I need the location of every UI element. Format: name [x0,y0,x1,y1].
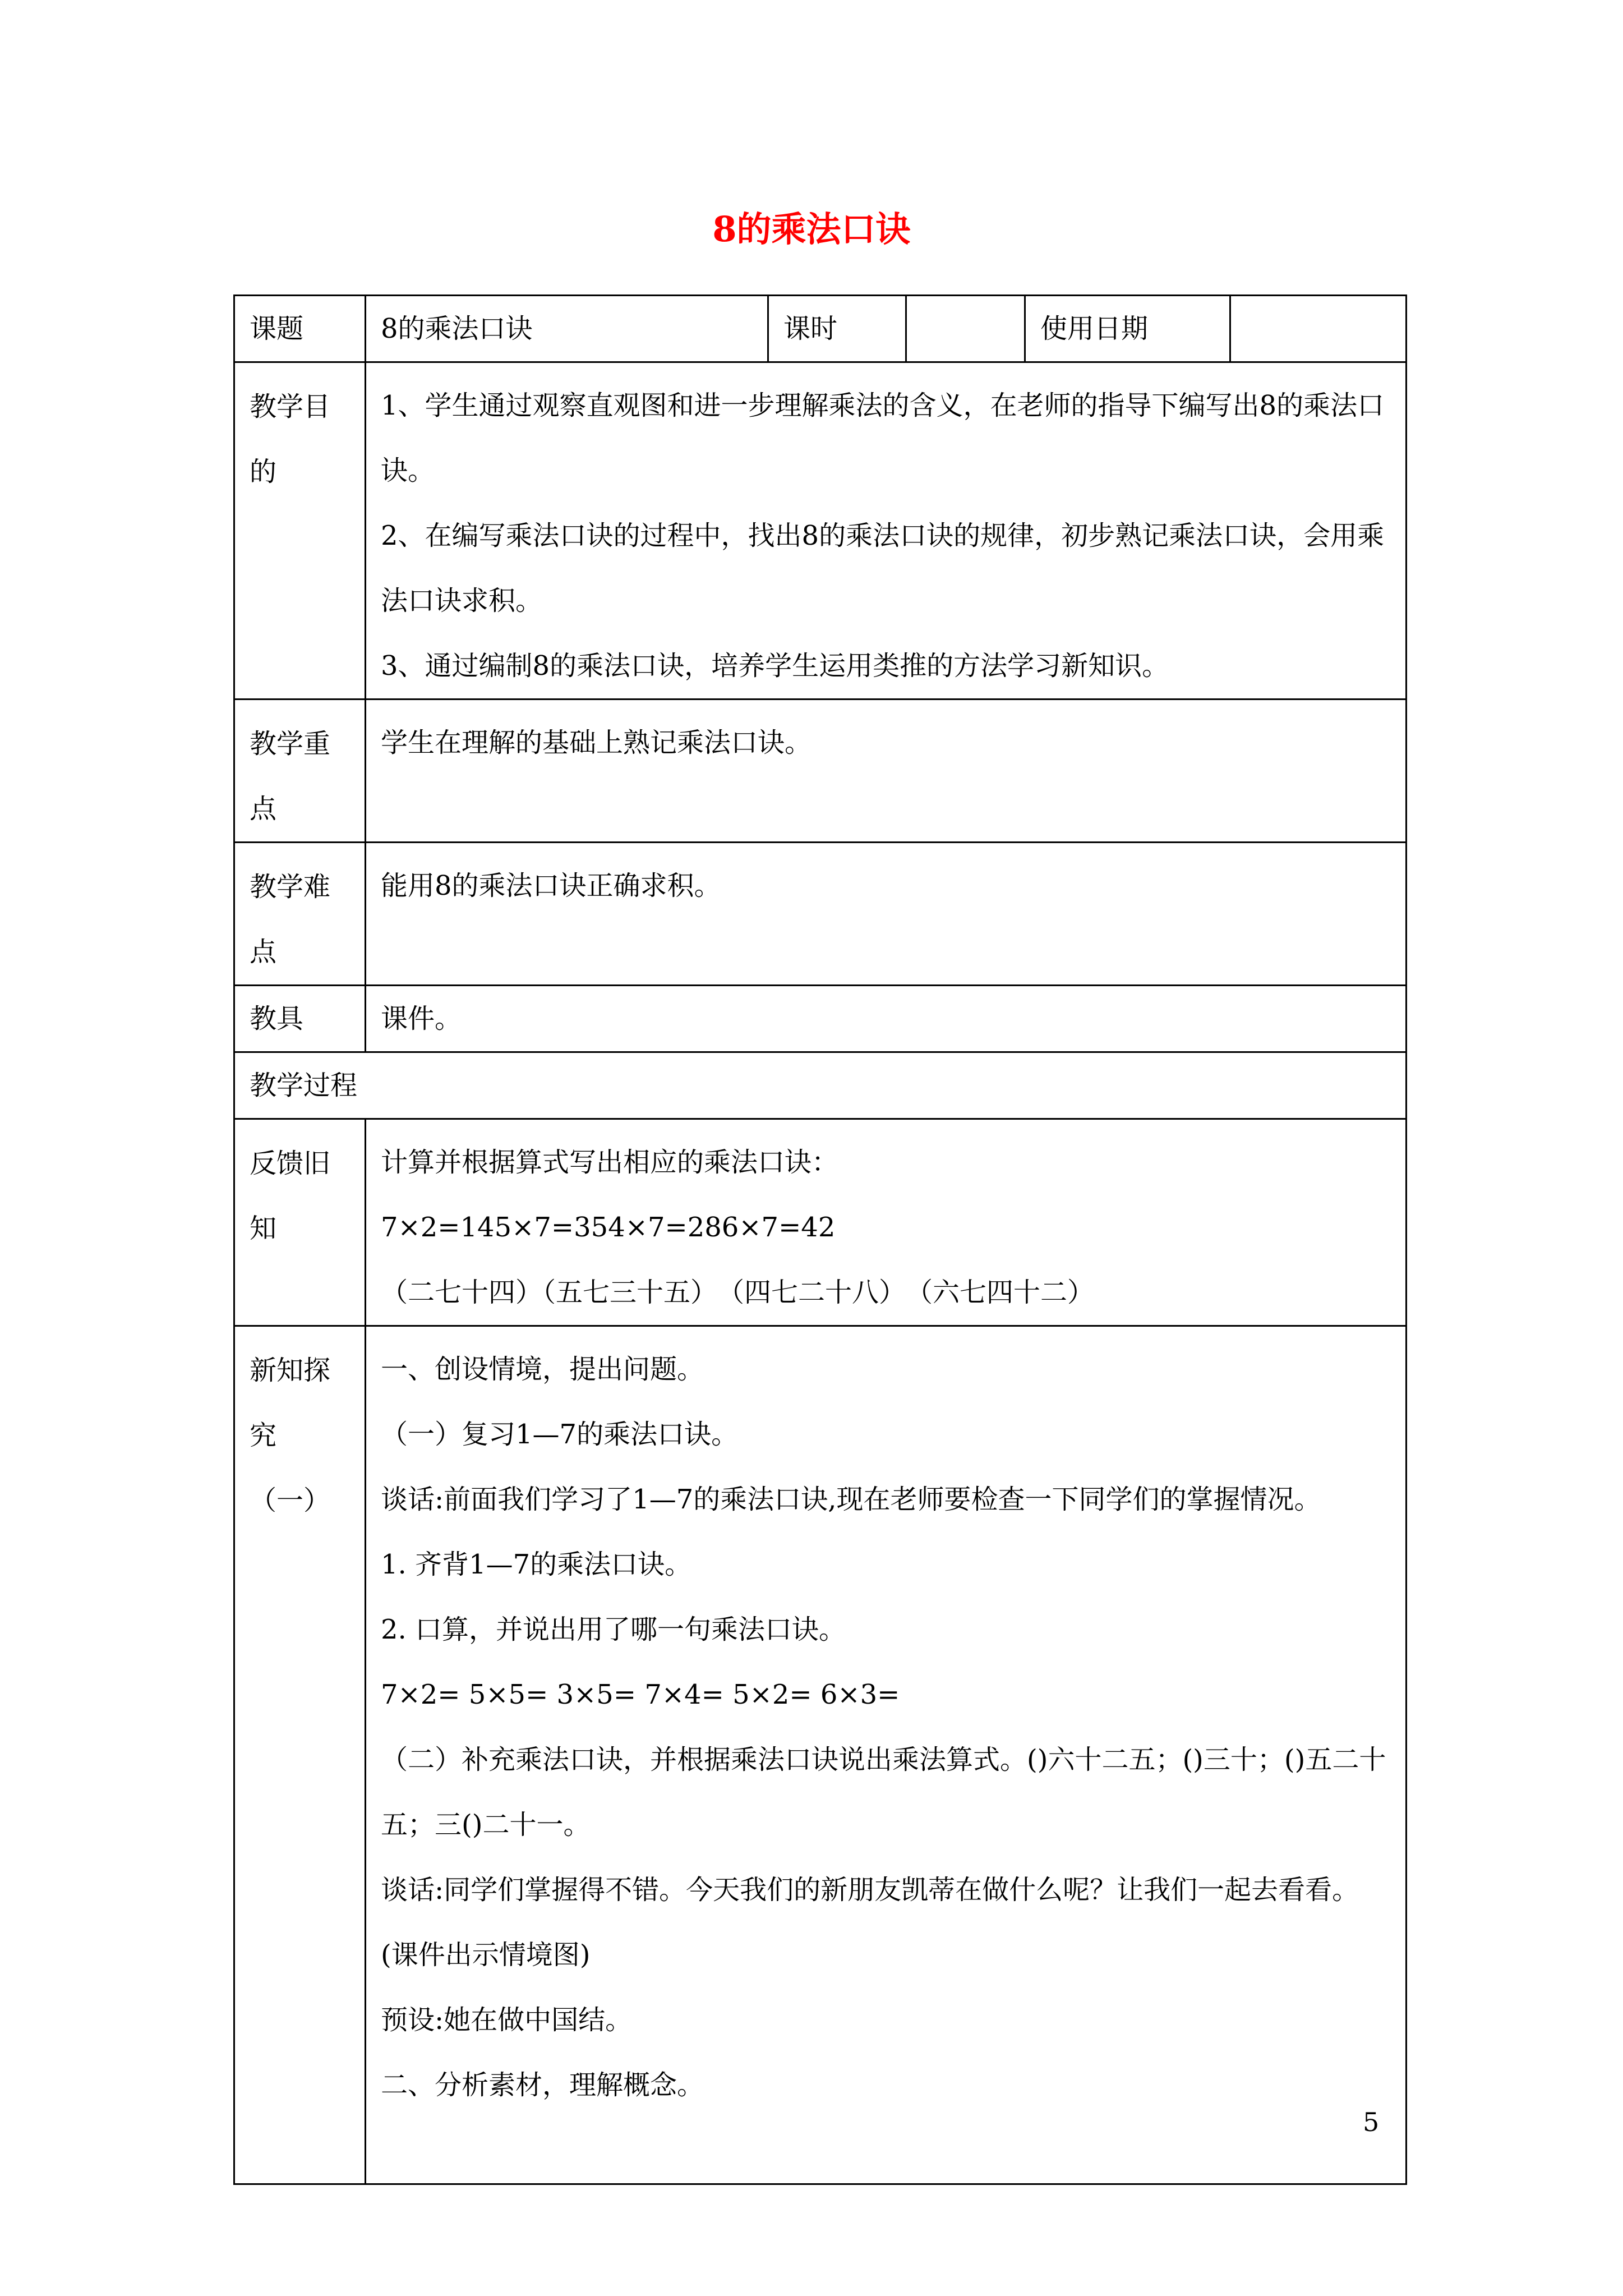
review-label-line1: 反馈旧 [250,1148,331,1179]
key-point-label [234,700,366,843]
process-row [234,1052,1407,1119]
objectives-content [366,362,1407,700]
review-row [234,1119,1407,1326]
objectives-label-line1: 教学目 [250,391,331,422]
key-point-label-line2: 点 [250,793,277,825]
period-label: 课时 [768,296,906,362]
document-title: 8的乘法口诀 [712,209,911,250]
key-point-row [234,700,1407,843]
explore-label [234,1326,366,2184]
objectives-row [234,362,1407,700]
difficulty-label-line2: 点 [250,936,277,968]
explore-line-3: 谈话:前面我们学习了1—7的乘法口诀,现在老师要检查一下同学们的掌握情况。 [381,1484,1321,1515]
explore-line-1: 一、创设情境，提出问题。 [381,1354,704,1385]
topic-label: 课题 [234,296,366,362]
key-point-content: 学生在理解的基础上熟记乘法口诀。 [366,700,1407,843]
objectives-label [234,362,366,700]
explore-content [366,1326,1407,2184]
difficulty-label-line1: 教学难 [250,871,331,903]
explore-line-9: (课件出示情境图) [381,1939,591,1971]
review-line-1: 计算并根据算式写出相应的乘法口诀： [381,1147,839,1178]
tools-label: 教具 [234,986,366,1052]
review-line-3: （二七十四）（五七三十五） （四七二十八） （六七四十二） [381,1277,1095,1308]
process-label: 教学过程 [234,1052,1407,1119]
explore-line-5: 2. 口算，并说出用了哪一句乘法口诀。 [381,1614,846,1645]
explore-label-line1: 新知探 [250,1355,331,1386]
explore-line-8: 谈话:同学们掌握得不错。今天我们的新朋友凯蒂在做什么呢？让我们一起去看看。 [381,1874,1359,1906]
lesson-plan-table [233,295,1407,2185]
explore-line-7: （二）补充乘法口诀，并根据乘法口诀说出乘法算式。()六十二五；()三十；()五二十五；三()二十一。 [381,1744,1386,1841]
explore-line-2: （一）复习1—7的乘法口诀。 [381,1419,739,1450]
header-row [234,296,1407,362]
review-line-2: 7×2=145×7=354×7=286×7=42 [381,1212,836,1243]
explore-line-10: 预设:她在做中国结。 [381,2004,633,2036]
objective-item-1: 1、学生通过观察直观图和进一步理解乘法的含义，在老师的指导下编写出8的乘法口诀。 [381,390,1385,486]
date-label: 使用日期 [1025,296,1230,362]
period-value [906,296,1025,362]
explore-label-line3: （一） [250,1485,331,1516]
tools-content: 课件。 [366,986,1407,1052]
explore-label-line2: 究 [250,1420,277,1451]
explore-line-11: 二、分析素材，理解概念。 [381,2069,704,2101]
explore-line-6: 7×2= 5×5= 3×5= 7×4= 5×2= 6×3= [381,1679,900,1710]
review-content [366,1119,1407,1326]
key-point-label-line1: 教学重 [250,728,331,760]
difficulty-label [234,843,366,986]
difficulty-content: 能用8的乘法口诀正确求积。 [366,843,1407,986]
explore-row [234,1326,1407,2184]
objective-item-2: 2、在编写乘法口诀的过程中，找出8的乘法口诀的规律，初步熟记乘法口诀，会用乘法口诀求积。 [381,520,1385,616]
objectives-label-line2: 的 [250,456,277,487]
tools-row [234,986,1407,1052]
review-label [234,1119,366,1326]
explore-line-4: 1. 齐背1—7的乘法口诀。 [381,1549,692,1580]
topic-value: 8的乘法口诀 [366,296,768,362]
page-number: 5 [1363,2107,1380,2137]
objective-item-3: 3、通过编制8的乘法口诀，培养学生运用类推的方法学习新知识。 [381,650,1169,682]
date-value [1230,296,1407,362]
review-label-line2: 知 [250,1213,277,1244]
difficulty-row [234,843,1407,986]
